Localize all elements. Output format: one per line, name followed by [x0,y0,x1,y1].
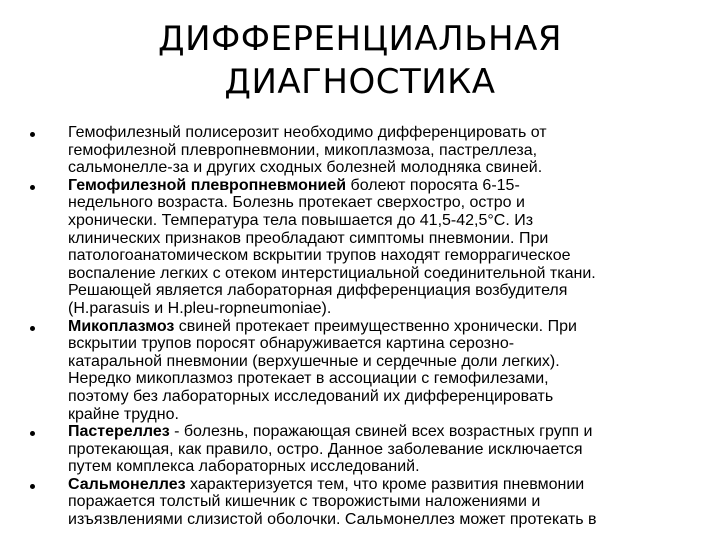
bullet-line [68,318,712,336]
bullet-line [68,511,712,529]
bullet-line [68,441,712,459]
bullet-text: (H.parasuis и H.pleu-ropneumoniae). [68,299,332,317]
slide-title-line-1: ДИФФЕРЕНЦИАЛЬНАЯ [158,19,562,59]
bullet-term: Микоплазмоз [68,317,175,335]
bullet-line [68,388,712,406]
bullet-line [68,212,712,230]
bullet-term: Гемофилезной плевропневмонией [68,176,347,194]
bullet-item [22,476,712,529]
bullet-line [68,265,712,283]
bullet-text: поражается толстый кишечник с творожистыми наложениями и [68,493,541,511]
bullet-text: хронически. Температура тела повышается до 41,5-42,5°С. Из [68,211,534,229]
bullet-line [68,230,712,248]
bullet-line [68,177,712,195]
bullet-dot-icon [30,431,35,436]
slide-title-line-2: ДИАГНОСТИКА [224,62,496,102]
bullet-item [22,177,712,318]
bullet-line [68,282,712,300]
bullet-text: болеют поросята 6-15- [346,176,520,194]
slide-title [90,18,630,104]
bullet-text: крайне трудно. [68,405,179,423]
bullet-line [68,458,712,476]
bullet-text: Нередко микоплазмоз протекает в ассоциации с гемофилезами, [68,370,549,388]
bullet-line [68,476,712,494]
bullet-text: путем комплекса лабораторных исследований. [68,458,420,476]
bullet-text: сальмонелле-за и других сходных болезней молодняка свиней. [68,159,543,177]
bullet-text: клинических признаков преобладают симптомы пневмонии. При [68,229,549,247]
bullet-line [68,335,712,353]
bullet-text: - болезнь, поражающая свиней всех возрастных групп и [169,423,593,441]
bullet-text: недельного возраста. Болезнь протекает сверхостро, остро и [68,194,525,212]
bullet-dot-icon [30,326,35,331]
bullet-line [68,247,712,265]
bullet-text: катаральной пневмонии (верхушечные и сердечные доли легких). [68,352,560,370]
bullet-text: Решающей является лабораторная дифференциация возбудителя [68,282,568,300]
bullet-line [68,423,712,441]
bullet-text: Гемофилезный полисерозит необходимо дифференцировать от [68,124,547,141]
bullet-text: характеризуется тем, что кроме развития пневмонии [185,475,585,493]
bullet-text: гемофилезной плевропневмонии, микоплазмоза, пастреллеза, [68,141,538,159]
bullet-item [22,423,712,476]
bullet-line [68,406,712,424]
bullet-line [68,300,712,318]
bullet-dot-icon [30,132,35,137]
bullet-line [68,124,712,142]
bullet-line [68,493,712,511]
bullet-text: патологоанатомическом вскрытии трупов находят геморрагическое [68,247,571,265]
bullet-term: Пастереллез [68,423,170,441]
bullet-dot-icon [30,185,35,190]
bullet-text: воспаление легких с отеком интерстициальной соединительной ткани. [68,264,596,282]
bullet-text: изъязвлениями слизистой оболочки. Сальмонеллез может протекать в [68,511,597,529]
bullet-line [68,353,712,371]
bullet-item [22,124,712,177]
bullet-line [68,370,712,388]
bullet-line [68,159,712,177]
bullet-text: вскрытии трупов поросят обнаруживается картина серозно- [68,335,515,353]
bullet-item [22,318,712,424]
bullet-line [68,142,712,160]
bullet-text: протекающая, как правило, остро. Данное заболевание исключается [68,440,583,458]
bullet-line [68,194,712,212]
bullet-text: поэтому без лабораторных исследований их дифференцировать [68,387,554,405]
bullet-list [22,124,712,529]
bullet-dot-icon [30,484,35,489]
bullet-term: Сальмонеллез [68,475,186,493]
bullet-text: свиней протекает преимущественно хронически. При [174,317,577,335]
